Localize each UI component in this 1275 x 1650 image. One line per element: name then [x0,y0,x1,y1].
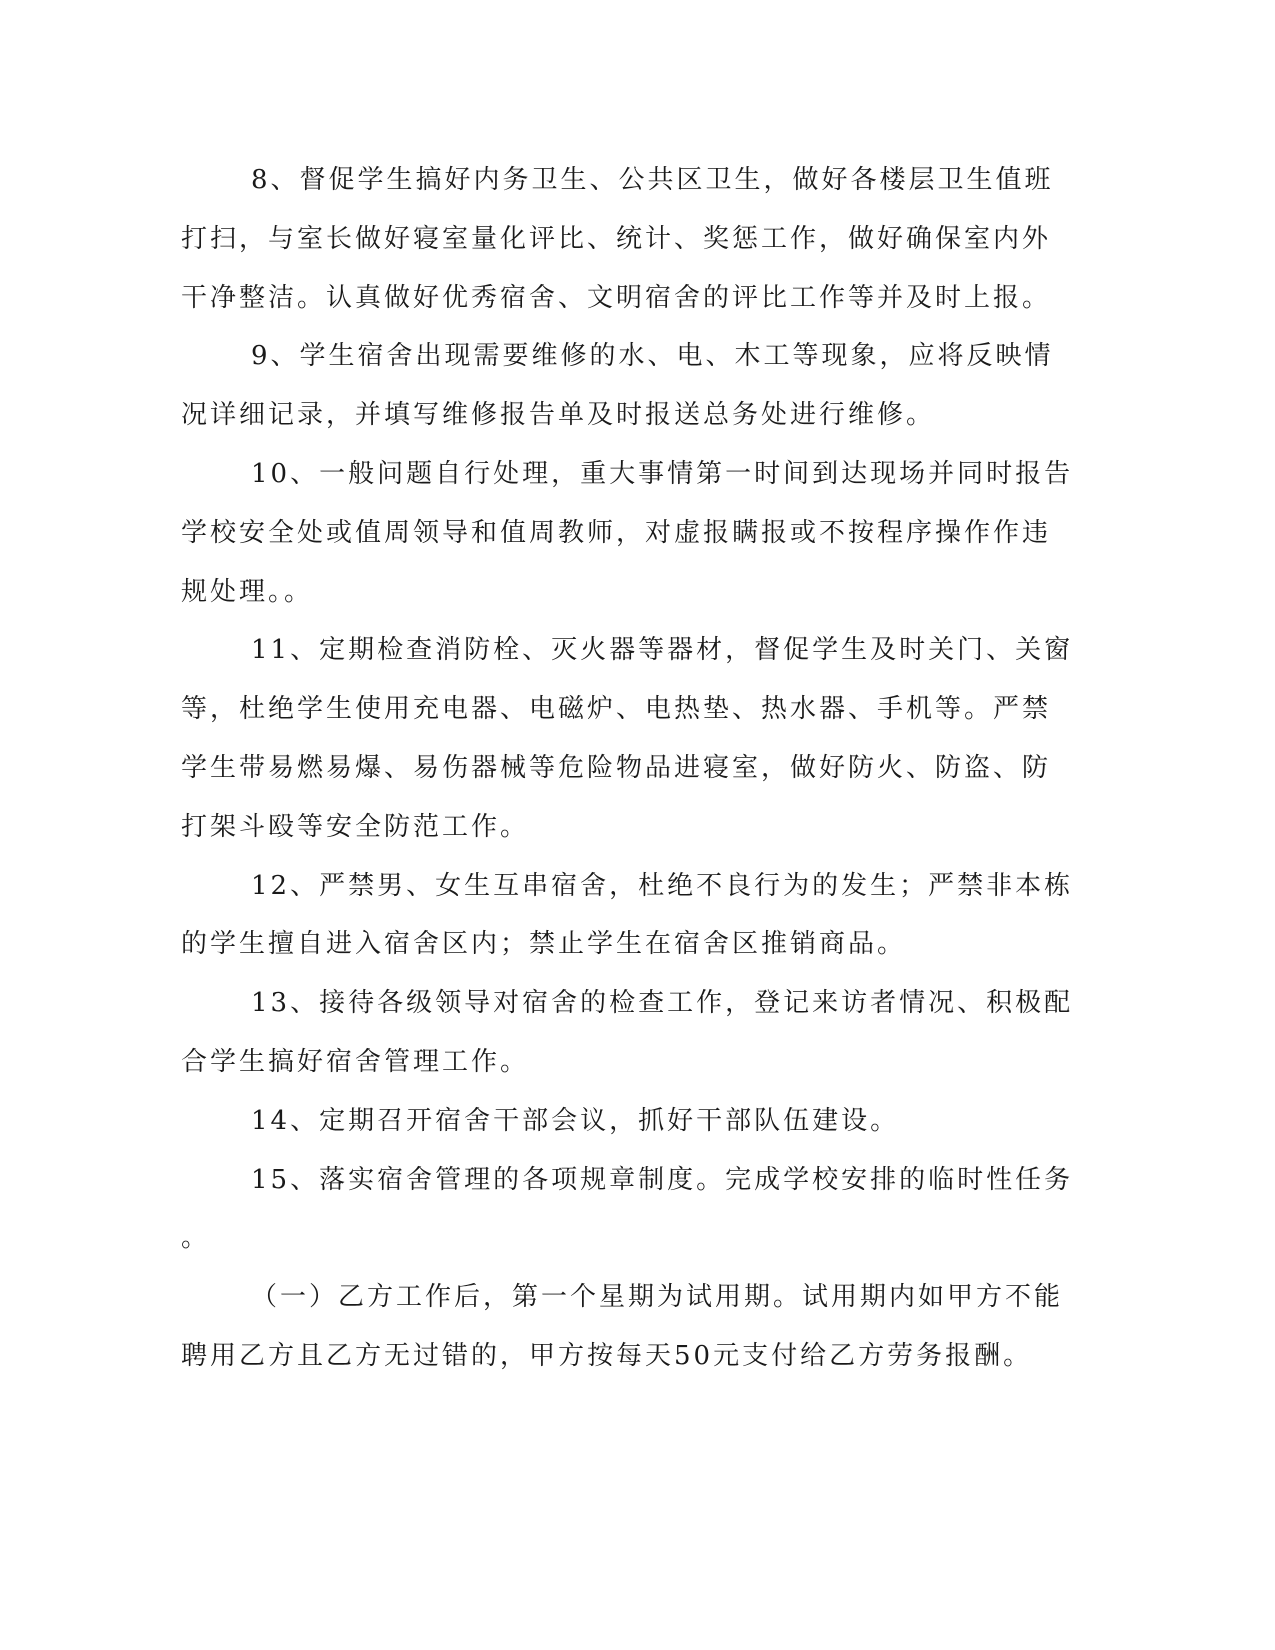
text-line: 8、督促学生搞好内务卫生、公共区卫生，做好各楼层卫生值班 [251,165,1054,195]
text-line: 13、接待各级领导对宿舍的检查工作，登记来访者情况、积极配 [251,988,1074,1018]
text-line: 学生带易燃易爆、易伤器械等危险物品进寝室，做好防火、防盗、防 [181,753,1052,783]
text-line: 学校安全处或值周领导和值周教师，对虚报瞒报或不按程序操作作违 [181,518,1052,548]
text-line: 11、定期检查消防栓、灭火器等器材，督促学生及时关门、关窗 [251,635,1074,665]
text-line: 14、定期召开宿舍干部会议，抓好干部队伍建设。 [251,1106,900,1136]
text-line: 等，杜绝学生使用充电器、电磁炉、电热垫、热水器、手机等。严禁 [181,694,1052,724]
text-line: 合学生搞好宿舍管理工作。 [181,1047,530,1077]
text-line: （一）乙方工作后，第一个星期为试用期。试用期内如甲方不能 [251,1282,1064,1312]
text-line: 12、严禁男、女生互串宿舍，杜绝不良行为的发生；严禁非本栋 [251,871,1074,901]
text-line: 9、学生宿舍出现需要维修的水、电、木工等现象，应将反映情 [251,341,1054,371]
text-line: 的学生擅自进入宿舍区内；禁止学生在宿舍区推销商品。 [181,929,907,959]
text-line: 况详细记录，并填写维修报告单及时报送总务处进行维修。 [181,400,936,430]
text-line: 打扫，与室长做好寝室量化评比、统计、奖惩工作，做好确保室内外 [181,224,1052,254]
text-line: 干净整洁。认真做好优秀宿舍、文明宿舍的评比工作等并及时上报。 [181,283,1052,313]
text-line: 聘用乙方且乙方无过错的，甲方按每天50元支付给乙方劳务报酬。 [181,1341,1033,1371]
text-line: 打架斗殴等安全防范工作。 [181,812,530,842]
text-line: 规处理。。 [181,577,314,607]
text-line: 10、一般问题自行处理，重大事情第一时间到达现场并同时报告 [251,459,1074,489]
text-line: 。 [181,1223,211,1253]
text-line: 15、落实宿舍管理的各项规章制度。完成学校安排的临时性任务 [251,1165,1074,1195]
